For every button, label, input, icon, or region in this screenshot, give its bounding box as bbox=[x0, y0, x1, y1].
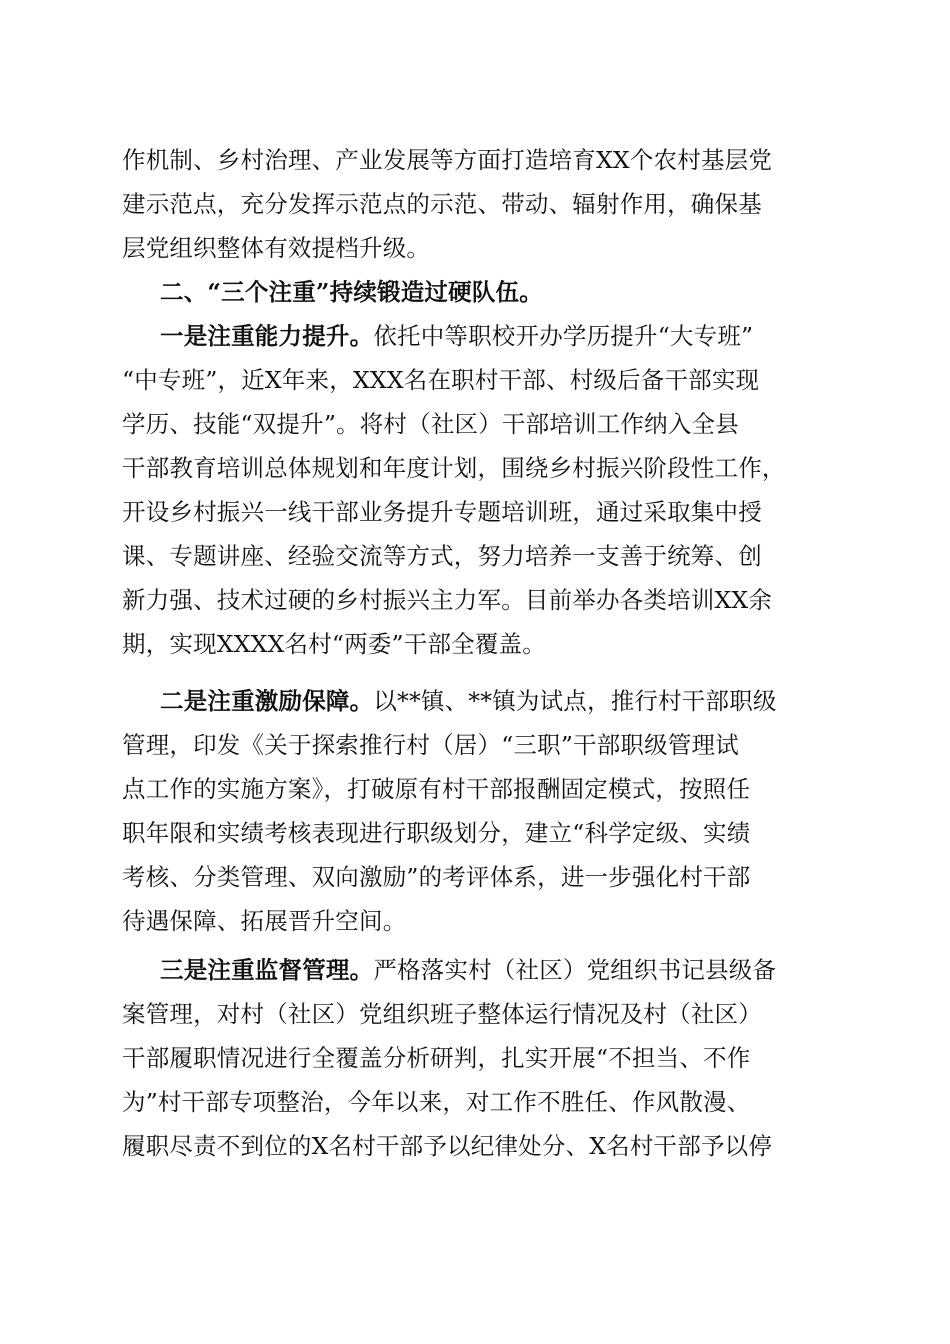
para1-line-3: 学历、技能“双提升”。将村（社区）干部培训工作纳入全县 bbox=[122, 410, 739, 438]
section-heading: 二、“三个注重”持续锻造过硬队伍。 bbox=[160, 278, 543, 306]
para2-line-5: 考核、分类管理、双向激励”的考评体系，进一步强化村干部 bbox=[122, 863, 751, 891]
para3-line-1-text: 严格落实村（社区）党组织书记县级备 bbox=[373, 956, 777, 984]
para2-lead: 二是注重激励保障。 bbox=[160, 687, 374, 715]
para1-line-8: 期，实现XXXX名村“两委”干部全覆盖。 bbox=[122, 630, 546, 658]
para1-line-1-text: 依托中等职校开办学历提升“大专班” bbox=[373, 322, 754, 350]
para2-line-6: 待遇保障、拓展晋升空间。 bbox=[122, 907, 407, 935]
para2-line-1 bbox=[160, 681, 870, 721]
para3-line-4: 为”村干部专项整治，今年以来，对工作不胜任、作风散漫、 bbox=[122, 1088, 751, 1116]
intro-line-1: 作机制、乡村治理、产业发展等方面打造培育XX个农村基层党 bbox=[122, 146, 773, 174]
para1-line-6: 课、专题讲座、经验交流等方式，努力培养一支善于统筹、创 bbox=[122, 542, 762, 570]
para3-line-1 bbox=[160, 950, 870, 990]
para3-line-3: 干部履职情况进行全覆盖分析研判，扎实开展“不担当、不作 bbox=[122, 1044, 751, 1072]
para3-line-5: 履职尽责不到位的X名村干部予以纪律处分、X名村干部予以停 bbox=[122, 1132, 773, 1160]
intro-line-2: 建示范点，充分发挥示范点的示范、带动、辐射作用，确保基 bbox=[122, 190, 762, 218]
para2-line-3: 点工作的实施方案》，打破原有村干部报酬固定模式，按照任 bbox=[122, 775, 751, 803]
para3-line-2: 案管理，对村（社区）党组织班子整体运行情况及村（社区） bbox=[122, 1000, 762, 1028]
para1-line-5: 开设乡村振兴一线干部业务提升专题培训班，通过采取集中授 bbox=[122, 498, 762, 526]
para1-line-2: “中专班”，近X年来，XXX名在职村干部、村级后备干部实现 bbox=[122, 366, 760, 394]
para1-line-1 bbox=[160, 316, 870, 356]
para1-line-7: 新力强、技术过硬的乡村振兴主力军。目前举办各类培训XX余 bbox=[122, 586, 773, 614]
para1-lead: 一是注重能力提升。 bbox=[160, 322, 374, 350]
para1-line-4: 干部教育培训总体规划和年度计划，围绕乡村振兴阶段性工作， bbox=[122, 454, 786, 482]
para2-line-2: 管理，印发《关于探索推行村（居）“三职”干部职级管理试 bbox=[122, 731, 739, 759]
para3-lead: 三是注重监督管理。 bbox=[160, 956, 374, 984]
para2-line-4: 职年限和实绩考核表现进行职级划分，建立“科学定级、实绩 bbox=[122, 819, 751, 847]
intro-line-3: 层党组织整体有效提档升级。 bbox=[122, 234, 431, 262]
para2-line-1-text: 以**镇、**镇为试点，推行村干部职级 bbox=[373, 687, 777, 715]
